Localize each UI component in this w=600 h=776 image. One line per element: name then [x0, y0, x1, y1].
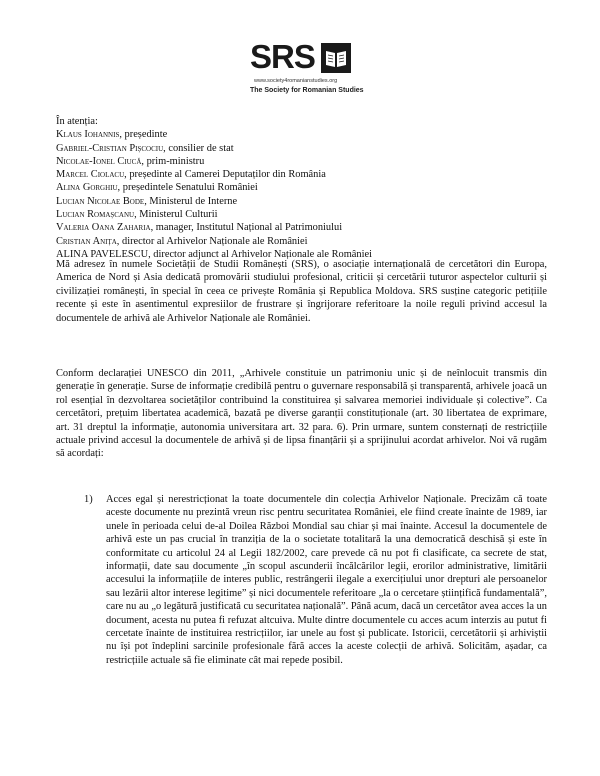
recipient-role: , consilier de stat — [163, 142, 234, 154]
recipient-line — [56, 155, 556, 168]
attention-heading: În atenția: — [56, 116, 98, 127]
list-item-number: 1) — [84, 494, 93, 505]
unesco-paragraph: Conform declarației UNESCO din 2011, „Arhivele constituie un patrimoniu unic și de neînlocuit transmis din generație în generație. Surse de informație credibilă pentru o guvernare responsabilă și transparentă, arhivele joacă un rol esențial în dezvoltarea societăților contribuind la constituirea și salvarea memoriei individuale și colective”. Ca cercetători, prețuim libertatea academică, bazată pe diverse garanții constituționale (art. 30 libertatea de exprimare, art. 31 dreptul la informație, autonomia universitara art. 32 para. 6). Prin urmare, suntem consternați de restricțiile actuale privind accesul la documentele de arhivă și de lipsa finanțării și a sprijinului acordat arhivelor. Noi vă rugăm să acordați: — [56, 368, 547, 460]
recipient-name: Klaus Iohannis — [56, 129, 120, 141]
recipient-role: , Ministerul de Interne — [144, 195, 238, 207]
recipient-name: Marcel Ciolacu — [56, 169, 125, 181]
recipient-line — [56, 221, 556, 234]
recipient-line — [56, 168, 556, 181]
recipient-name: Cristian Anița — [56, 235, 117, 247]
recipient-line — [56, 195, 556, 208]
recipient-role: , manager, Institutul Național al Patrimoniului — [150, 222, 343, 234]
recipient-name: Lucian Romașcanu — [56, 209, 135, 221]
recipient-line — [56, 235, 556, 248]
logo-url: www.society4romanianstudies.org — [254, 78, 338, 84]
recipient-name: Gabriel-Cristian Pișcociu — [56, 142, 164, 154]
recipient-line — [56, 128, 556, 141]
open-book-icon — [320, 42, 352, 74]
recipient-role: , Ministerul Culturii — [134, 209, 218, 221]
recipient-line — [56, 142, 556, 155]
intro-paragraph: Mă adresez în numele Societății de Studii Românești (SRS), o asociație internațională de cercetători din Europa, America de Nord și Asia dedicată promovării studiului profesional, criticii și cercetării tuturor aspectelor culturii și civilizației românești, în special în ceea ce privește România și Republica Moldova. SRS susține categoric petițiile recente și este în asentimentul expresiilor de frustrare și îngrijorare referitoare la noile reguli privind accesul la documentele de arhivă ale Arhivelor Naționale ale României. — [56, 259, 547, 324]
list-item-text: Acces egal și nerestricționat la toate documentele din colecția Arhivelor Naționale. Precizăm că toate aceste documente nu prezintă vreun risc pentru securitatea României, ele fiind create înainte de 1989, iar unele în perioada celui de-al Doilea Război Mondial sau chiar și mai înainte. Accesul la documentele de arhivă este un pas crucial în tranziția de la o societate totalitară la una democratică deschisă și este în conformitate cu articolul 24 al Legii 182/2002, care prevede că nu pot fi clasificate, ca secrete de stat, informații, date sau documente „în scopul ascunderii încălcărilor legii, erorilor administrative, limitării accesului la informațiile de interes public, restrângerii ilegale a exercițiului unor drepturi ale persoanelor sau lezării altor interese legitime” și nici documentele referitoare „la o cercetare științifică fundamentală”, care nu au „o legătură justificată cu securitatea națională”. Până acum, dacă un cercetător avea acces la un document, acesta nu putea fi refuzat altcuiva. Multe dintre documentele cu acces acum interzis au putut fi cercetate înainte de instituirea restricțiilor, iar unele au fost și publicate. Istoricii, cercetătorii și arhiviștii nu își pot îndeplini sarcinile profesionale fără acces la aceste colecții de arhivă. Solicităm, așadar, ca restricțiile actuale să fie eliminate cât mai repede posibil. — [106, 494, 547, 666]
recipient-role: , director al Arhivelor Naționale ale României — [116, 235, 308, 247]
addressee-block — [56, 115, 556, 261]
recipient-role: , președinte al Camerei Deputaților din România — [124, 169, 326, 181]
recipient-name: Lucian Nicolae Bode — [56, 195, 145, 207]
recipient-name: Alina Gorghiu — [56, 182, 118, 194]
logo-tagline: The Society for Romanian Studies — [250, 87, 364, 94]
recipient-list — [56, 128, 556, 261]
recipient-line — [56, 181, 556, 194]
recipient-role: , director adjunct al Arhivelor Naționale ale României — [148, 248, 372, 260]
recipient-role: , prim-ministru — [141, 155, 205, 167]
recipient-line — [56, 208, 556, 221]
recipient-name: Nicolae-Ionel Ciucă — [56, 155, 142, 167]
recipient-role: , președinte — [119, 129, 168, 141]
recipient-role: , președintele Senatului României — [117, 182, 258, 194]
logo-wordmark: SRS — [250, 38, 315, 75]
recipient-name: ALINA PAVELESCU — [56, 248, 149, 260]
srs-logo — [250, 40, 370, 104]
recipient-name: Valeria Oana Zaharia — [56, 222, 151, 234]
